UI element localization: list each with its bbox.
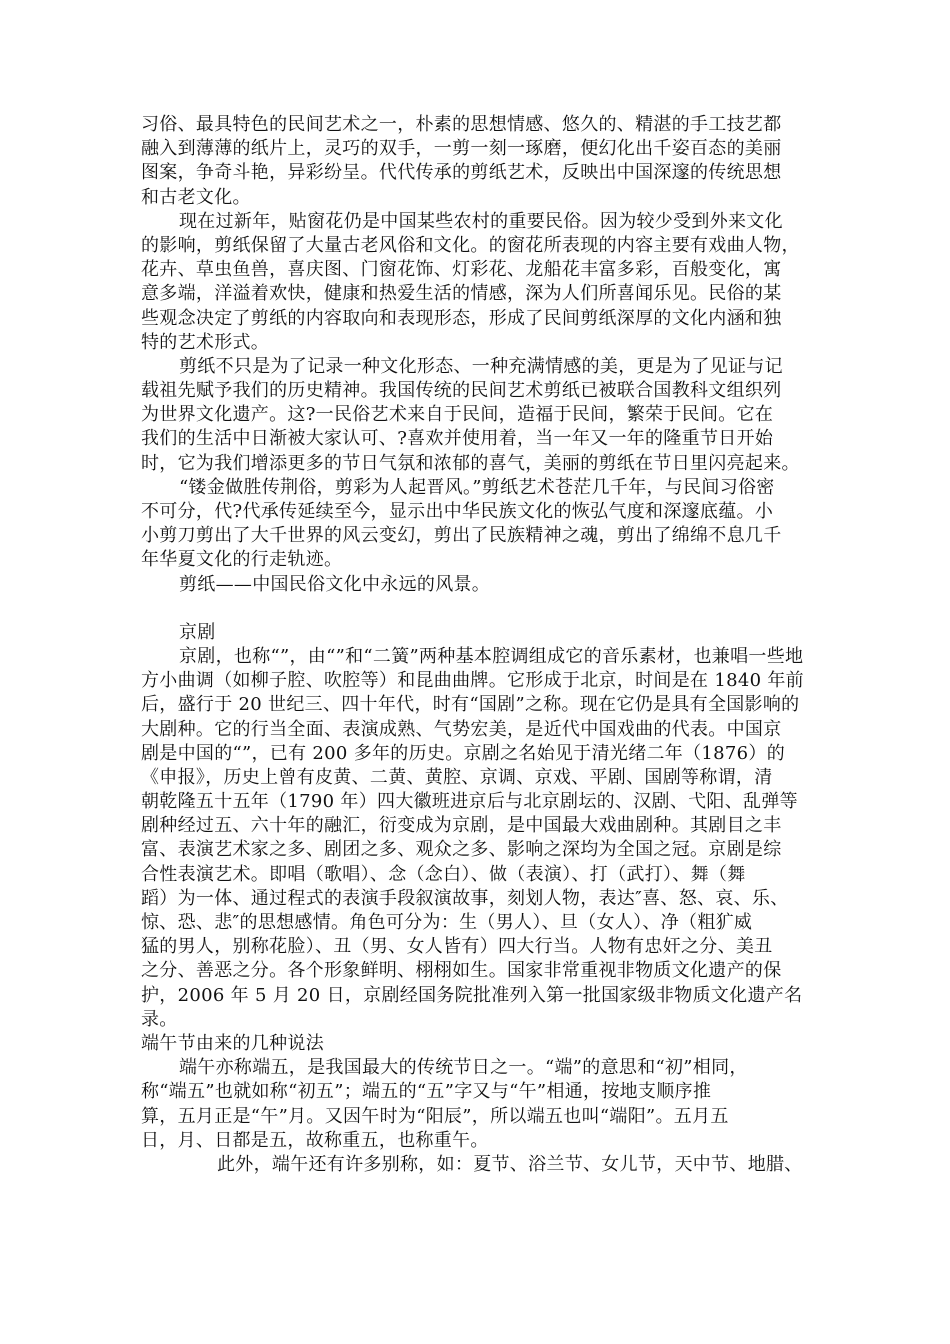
heading-text: 端午节由来的几种说法 xyxy=(141,1032,324,1054)
text-line: 剧是中国的“”，已有 200 多年的历史。京剧之名始见于清光绪二年（1876）的 xyxy=(141,742,786,764)
text-line: 合性表演艺术。即唱（歌唱）、念（念白）、做（表演）、打（武打）、舞（舞 xyxy=(141,863,746,885)
text-line: 现在过新年，贴窗花仍是中国某些农村的重要民俗。因为较少受到外来文化 xyxy=(179,210,783,232)
text-line: 朝乾隆五十五年（1790 年）四大徽班进京后与北京剧坛的、汉剧、弋阳、乱弹等 xyxy=(141,791,798,813)
text-line: 为世界文化遗产。这?一民俗艺术来自于民间，造福于民间，繁荣于民间。它在 xyxy=(141,404,774,426)
text-line: 端午亦称端五，是我国最大的传统节日之一。“端”的意思和“初”相同， xyxy=(179,1057,748,1079)
text-line: 《申报》，历史上曾有皮黄、二黄、黄腔、京调、京戏、平剧、国剧等称谓，清 xyxy=(141,766,773,788)
text-line: 和古老文化。 xyxy=(141,186,251,208)
section-heading xyxy=(141,1032,821,1056)
paragraph xyxy=(141,1153,821,1177)
text-line: 富、表演艺术家之多、剧团之多、观众之多、影响之深均为全国之冠。京剧是综 xyxy=(141,839,782,861)
text-line: 称“端五”也就如称“初五”；端五的“五”字又与“午”相通，按地支顺序推 xyxy=(141,1081,712,1103)
text-line: 不可分，代?代承传延续至今，显示出中华民族文化的恢弘气度和深邃底蕴。小 xyxy=(141,501,774,522)
text-line: 剪纸——中国民俗文化中永远的风景。 xyxy=(179,573,491,595)
text-line: 护，2006 年 5 月 20 日，京剧经国务院批准列入第一批国家级非物质文化遗产名 xyxy=(141,984,803,1006)
text-line: 录。 xyxy=(141,1008,178,1030)
text-line: 此外，端午还有许多别称，如：夏节、浴兰节、女儿节，天中节、地腊、 xyxy=(217,1153,803,1175)
paragraph xyxy=(141,355,821,476)
text-line: 后，盛行于 20 世纪三、四十年代，时有“国剧”之称。现在它仍是具有全国影响的 xyxy=(141,694,800,716)
text-line: 蹈）为一体、通过程式的表演手段叙演故事，刻划人物，表达″喜、怒、哀、乐、 xyxy=(141,887,789,909)
text-line: 大剧种。它的行当全面、表演成熟、气势宏美，是近代中国戏曲的代表。中国京 xyxy=(141,718,782,740)
paragraph xyxy=(141,476,821,573)
text-line: “镂金做胜传荆俗，剪彩为人起晋风。”剪纸艺术苍茫几千年，与民间习俗密 xyxy=(179,476,775,498)
text-line: 特的艺术形式。 xyxy=(141,331,270,353)
section-heading xyxy=(141,621,821,645)
text-line: 花卉、草虫鱼兽，喜庆图、门窗花饰、灯彩花、龙船花丰富多彩，百般变化，寓 xyxy=(141,259,782,281)
text-line: 猛的男人，别称花脸）、丑（男、女人皆有）四大行当。人物有忠奸之分、美丑 xyxy=(141,936,773,958)
text-line: 年华夏文化的行走轨迹。 xyxy=(141,549,343,571)
text-line: 小剪刀剪出了大千世界的风云变幻，剪出了民族精神之魂，剪出了绵绵不息几千 xyxy=(141,525,782,547)
text-line: 惊、恐、悲″的思想感情。角色可分为：生（男人）、旦（女人）、净（粗犷威 xyxy=(141,912,753,933)
text-line: 之分、善恶之分。各个形象鲜明、栩栩如生。国家非常重视非物质文化遗产的保 xyxy=(141,960,782,982)
text-line: 的影响，剪纸保留了大量古老风俗和文化。的窗花所表现的内容主要有戏曲人物， xyxy=(141,234,800,256)
document-page xyxy=(141,113,821,1177)
text-line: 我们的生活中日渐被大家认可、?喜欢并使用着，当一年又一年的隆重节日开始 xyxy=(141,428,774,450)
text-line: 算，五月正是“午”月。又因午时为“阳辰”，所以端五也叫“端阳”。五月五 xyxy=(141,1105,729,1127)
text-line: 京剧，也称“”，由“”和“二簧”两种基本腔调组成它的音乐素材，也兼唱一些地 xyxy=(179,645,804,667)
text-line: 时，它为我们增添更多的节日气氛和浓郁的喜气，美丽的剪纸在节日里闪亮起来。 xyxy=(141,452,800,474)
paragraph xyxy=(141,1056,821,1153)
text-line: 载祖先赋予我们的历史精神。我国传统的民间艺术剪纸已被联合国教科文组织列 xyxy=(141,380,782,402)
paragraph xyxy=(141,645,821,1032)
paragraph xyxy=(141,210,821,355)
text-line: 剪纸不只是为了记录一种文化形态、一种充满情感的美，更是为了见证与记 xyxy=(179,355,783,377)
text-line: 融入到薄薄的纸片上，灵巧的双手，一剪一刻一琢磨，便幻化出千姿百态的美丽 xyxy=(141,138,782,160)
paragraph xyxy=(141,113,821,210)
text-line: 方小曲调（如柳子腔、吹腔等）和昆曲曲牌。它形成于北京，时间是在 1840 年前 xyxy=(141,670,804,692)
text-line: 些观念决定了剪纸的内容取向和表现形态，形成了民间剪纸深厚的文化内涵和独 xyxy=(141,307,782,329)
blank-line xyxy=(141,597,821,621)
text-line: 图案，争奇斗艳，异彩纷呈。代代传承的剪纸艺术，反映出中国深邃的传统思想 xyxy=(141,162,782,184)
text-line: 意多端，洋溢着欢快，健康和热爱生活的情感，深为人们所喜闻乐见。民俗的某 xyxy=(141,283,782,305)
paragraph xyxy=(141,573,821,597)
text-line: 习俗、最具特色的民间艺术之一，朴素的思想情感、悠久的、精湛的手工技艺都 xyxy=(141,114,782,135)
text-line: 剧种经过五、六十年的融汇，衍变成为京剧，是中国最大戏曲剧种。其剧目之丰 xyxy=(141,815,782,837)
text-line: 日，月、日都是五，故称重五，也称重午。 xyxy=(141,1129,489,1151)
heading-text: 京剧 xyxy=(179,621,216,643)
